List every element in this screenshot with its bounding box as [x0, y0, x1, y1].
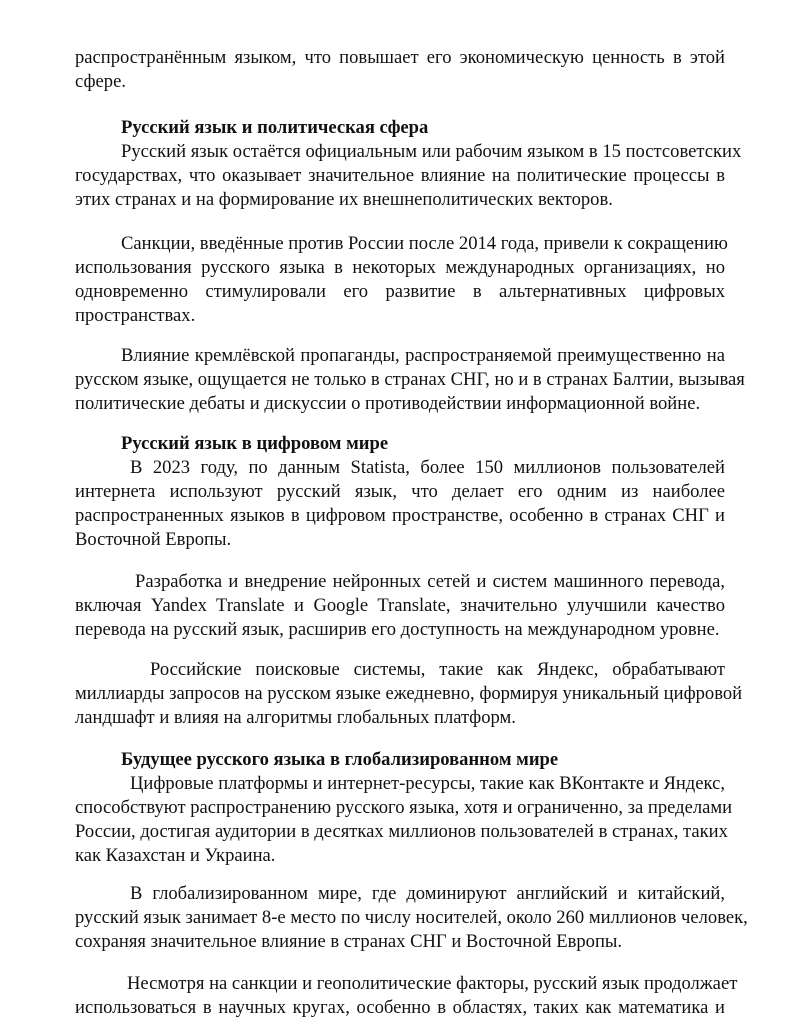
paragraph-line: распространённым языком, что повышает его экономическую ценность в этой: [75, 47, 725, 68]
paragraph-line: способствуют распространению русского языка, хотя и ограниченно, за пределами: [75, 797, 733, 818]
paragraph-line: пространствах.: [75, 305, 196, 326]
paragraph-line: одновременно стимулировали его развитие в альтернативных цифровых: [75, 281, 725, 302]
paragraph-line: Восточной Европы.: [75, 529, 232, 550]
paragraph-line: Цифровые платформы и интернет-ресурсы, такие как ВКонтакте и Яндекс,: [130, 773, 725, 794]
paragraph-line: Русский язык остаётся официальным или рабочим языком в 15 постсоветских: [121, 141, 742, 162]
paragraph-line: этих странах и на формирование их внешнеполитических векторов.: [75, 189, 613, 210]
section-heading-digital: Русский язык в цифровом мире: [121, 433, 389, 454]
paragraph-line: миллиарды запросов на русском языке ежедневно, формируя уникальный цифровой: [75, 683, 743, 704]
section-heading-politics: Русский язык и политическая сфера: [121, 117, 429, 138]
paragraph-line: В 2023 году, по данным Statista, более 150 миллионов пользователей: [130, 457, 725, 478]
paragraph-line: Разработка и внедрение нейронных сетей и систем машинного перевода,: [135, 571, 725, 592]
paragraph-line: как Казахстан и Украина.: [75, 845, 276, 866]
paragraph-line: ландшафт и влияя на алгоритмы глобальных платформ.: [75, 707, 516, 728]
paragraph-line: использоваться в научных кругах, особенно в областях, таких как математика и: [75, 997, 725, 1018]
paragraph-line: Санкции, введённые против России после 2014 года, привели к сокращению: [121, 233, 728, 254]
section-heading-future: Будущее русского языка в глобализированном мире: [121, 749, 559, 770]
paragraph-line: государствах, что оказывает значительное влияние на политические процессы в: [75, 165, 725, 186]
paragraph-line: сфере.: [75, 71, 126, 92]
paragraph-line: Влияние кремлёвской пропаганды, распространяемой преимущественно на: [121, 345, 725, 366]
paragraph-line: русский язык занимает 8-е место по числу носителей, около 260 миллионов человек,: [75, 907, 748, 928]
paragraph-line: В глобализированном мире, где доминируют английский и китайский,: [130, 883, 725, 904]
paragraph-line: России, достигая аудитории в десятках миллионов пользователей в странах, таких: [75, 821, 728, 842]
paragraph-line: сохраняя значительное влияние в странах СНГ и Восточной Европы.: [75, 931, 623, 952]
paragraph-line: Российские поисковые системы, такие как Яндекс, обрабатывают: [150, 659, 725, 680]
paragraph-line: распространенных языков в цифровом пространстве, особенно в странах СНГ и: [75, 505, 725, 526]
paragraph-line: интернета используют русский язык, что делает его одним из наиболее: [75, 481, 725, 502]
paragraph-line: Несмотря на санкции и геополитические факторы, русский язык продолжает: [127, 973, 738, 994]
paragraph-line: использования русского языка в некоторых международных организациях, но: [75, 257, 725, 278]
paragraph-line: включая Yandex Translate и Google Translate, значительно улучшили качество: [75, 595, 725, 616]
paragraph-line: русском языке, ощущается не только в странах СНГ, но и в странах Балтии, вызывая: [75, 369, 745, 390]
paragraph-line: перевода на русский язык, расширив его доступность на международном уровне.: [75, 619, 720, 640]
paragraph-line: политические дебаты и дискуссии о противодействии информационной войне.: [75, 393, 701, 414]
